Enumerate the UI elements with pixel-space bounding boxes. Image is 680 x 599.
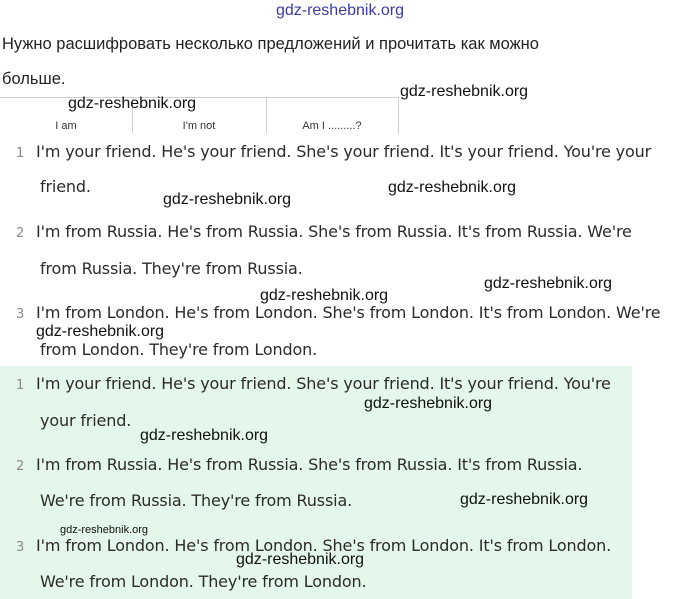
watermark: gdz-reshebnik.org [36, 323, 165, 340]
answer-line: We're from Russia. They're from Russia. [40, 491, 353, 510]
exercise-line: I'm from London. He's from London. She's from London. It's from London. We're [36, 303, 661, 322]
exercise-line: I'm from Russia. He's from Russia. She's from Russia. It's from Russia. We're [36, 222, 632, 241]
watermark: gdz-reshebnik.org [388, 179, 517, 196]
answer-line: I'm from London. He's from London. She's from London. It's from London. [36, 536, 612, 555]
item-number: 1 [16, 146, 25, 161]
watermark: gdz-reshebnik.org [400, 83, 529, 100]
watermark: gdz-reshebnik.org [260, 287, 389, 304]
intro-text-line-1: Нужно расшифровать несколько предложений и прочитать как можно [2, 35, 539, 53]
exercise-line: from London. They're from London. [40, 340, 318, 359]
site-header-watermark: gdz-reshebnik.org [275, 2, 405, 19]
item-number: 3 [16, 307, 25, 322]
watermark: gdz-reshebnik.org [140, 427, 269, 444]
item-number: 2 [16, 226, 25, 241]
watermark: gdz-reshebnik.org [236, 551, 365, 568]
watermark: gdz-reshebnik.org [163, 191, 292, 208]
answer-line: I'm from Russia. He's from Russia. She's from Russia. It's from Russia. [36, 455, 583, 474]
exercise-line: I'm your friend. He's your friend. She's your friend. It's your friend. You're your [36, 142, 652, 161]
exercise-line: friend. [40, 177, 91, 196]
item-number: 2 [16, 459, 25, 474]
watermark: gdz-reshebnik.org [60, 524, 149, 536]
watermark: gdz-reshebnik.org [68, 95, 197, 112]
exercise-line: from Russia. They're from Russia. [40, 259, 303, 278]
table-header-im-not: I'm not [182, 120, 216, 132]
answer-line: We're from London. They're from London. [40, 572, 367, 591]
answer-line: I'm your friend. He's your friend. She's your friend. It's your friend. You're [36, 374, 611, 393]
answer-line: your friend. [40, 411, 132, 430]
watermark: gdz-reshebnik.org [364, 395, 493, 412]
item-number: 3 [16, 540, 25, 555]
intro-text-line-2: больше. [2, 70, 66, 88]
watermark: gdz-reshebnik.org [484, 275, 613, 292]
table-header-am-i: Am I .........? [302, 120, 362, 132]
watermark: gdz-reshebnik.org [460, 491, 589, 508]
table-header-i-am: I am [55, 120, 77, 132]
item-number: 1 [16, 378, 25, 393]
